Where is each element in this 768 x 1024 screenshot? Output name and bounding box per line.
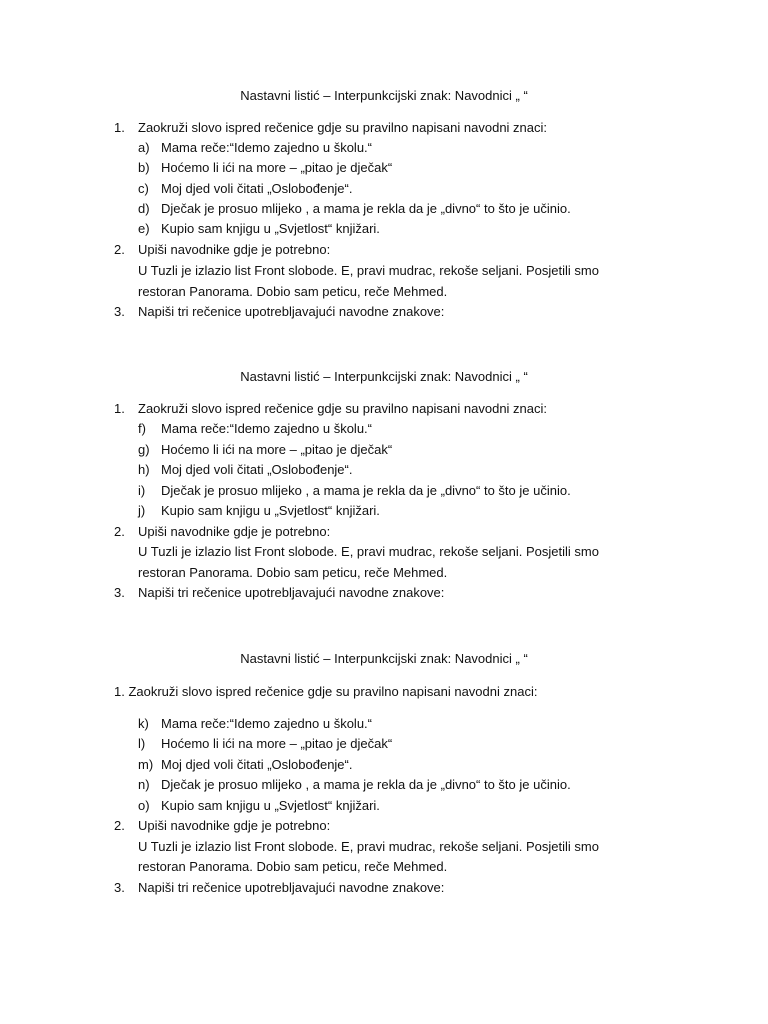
paragraph-line: U Tuzli je izlazio list Front slobode. E, pravi mudrac, rekoše seljani. Posjetili smo — [138, 839, 599, 854]
paragraph-line: restoran Panorama. Dobio sam peticu, reče Mehmed. — [138, 565, 448, 580]
option-text: Moj djed voli čitati „Oslobođenje“. — [161, 757, 353, 772]
question-text: Napiši tri rečenice upotrebljavajući navodne znakove: — [138, 304, 445, 319]
option-letter: m) — [138, 757, 154, 772]
option-letter: j) — [138, 503, 146, 518]
paragraph-line: restoran Panorama. Dobio sam peticu, reče Mehmed. — [138, 284, 448, 299]
worksheet-title: Nastavni listić – Interpunkcijski znak: Navodnici „ “ — [240, 88, 528, 103]
option-text: Kupio sam knjigu u „Svjetlost“ knjižari. — [161, 503, 380, 518]
option-letter: l) — [138, 736, 146, 751]
option-letter: d) — [138, 201, 150, 216]
option-text: Dječak je prosuo mlijeko , a mama je rekla da je „divno“ to što je učinio. — [161, 201, 571, 216]
option-text: Mama reče:“Idemo zajedno u školu.“ — [161, 421, 372, 436]
option-letter: g) — [138, 442, 150, 457]
paragraph-line: restoran Panorama. Dobio sam peticu, reče Mehmed. — [138, 859, 448, 874]
option-letter: k) — [138, 716, 149, 731]
option-text: Mama reče:“Idemo zajedno u školu.“ — [161, 140, 372, 155]
question-number: 2. — [114, 524, 125, 539]
option-letter: a) — [138, 140, 150, 155]
question-text: Upiši navodnike gdje je potrebno: — [138, 818, 331, 833]
option-letter: i) — [138, 483, 146, 498]
paragraph-line: U Tuzli je izlazio list Front slobode. E, pravi mudrac, rekoše seljani. Posjetili smo — [138, 263, 599, 278]
option-letter: f) — [138, 421, 146, 436]
question-text: Zaokruži slovo ispred rečenice gdje su pravilno napisani navodni znaci: — [138, 401, 548, 416]
question-number: 3. — [114, 585, 125, 600]
option-letter: o) — [138, 798, 150, 813]
question-number: 3. — [114, 880, 125, 895]
worksheet-title: Nastavni listić – Interpunkcijski znak: Navodnici „ “ — [240, 369, 528, 384]
option-text: Mama reče:“Idemo zajedno u školu.“ — [161, 716, 372, 731]
question-text: Zaokruži slovo ispred rečenice gdje su pravilno napisani navodni znaci: — [138, 120, 548, 135]
option-text: Moj djed voli čitati „Oslobođenje“. — [161, 462, 353, 477]
option-text: Kupio sam knjigu u „Svjetlost“ knjižari. — [161, 221, 380, 236]
option-text: Moj djed voli čitati „Oslobođenje“. — [161, 181, 353, 196]
option-text: Hoćemo li ići na more – „pitao je dječak“ — [161, 442, 393, 457]
paragraph-line: U Tuzli je izlazio list Front slobode. E, pravi mudrac, rekoše seljani. Posjetili smo — [138, 544, 599, 559]
question-text: Napiši tri rečenice upotrebljavajući navodne znakove: — [138, 585, 445, 600]
question-text: 1. Zaokruži slovo ispred rečenice gdje su pravilno napisani navodni znaci: — [114, 684, 538, 699]
option-letter: b) — [138, 160, 150, 175]
option-letter: n) — [138, 777, 150, 792]
option-text: Dječak je prosuo mlijeko , a mama je rekla da je „divno“ to što je učinio. — [161, 777, 571, 792]
option-letter: h) — [138, 462, 150, 477]
question-number: 2. — [114, 242, 125, 257]
option-text: Hoćemo li ići na more – „pitao je dječak“ — [161, 736, 393, 751]
question-number: 1. — [114, 120, 125, 135]
option-text: Hoćemo li ići na more – „pitao je dječak“ — [161, 160, 393, 175]
question-text: Upiši navodnike gdje je potrebno: — [138, 242, 331, 257]
question-number: 3. — [114, 304, 125, 319]
question-number: 2. — [114, 818, 125, 833]
question-text: Upiši navodnike gdje je potrebno: — [138, 524, 331, 539]
worksheet-title: Nastavni listić – Interpunkcijski znak: Navodnici „ “ — [240, 651, 528, 666]
option-text: Dječak je prosuo mlijeko , a mama je rekla da je „divno“ to što je učinio. — [161, 483, 571, 498]
option-letter: c) — [138, 181, 149, 196]
option-letter: e) — [138, 221, 150, 236]
question-number: 1. — [114, 401, 125, 416]
question-text: Napiši tri rečenice upotrebljavajući navodne znakove: — [138, 880, 445, 895]
option-text: Kupio sam knjigu u „Svjetlost“ knjižari. — [161, 798, 380, 813]
